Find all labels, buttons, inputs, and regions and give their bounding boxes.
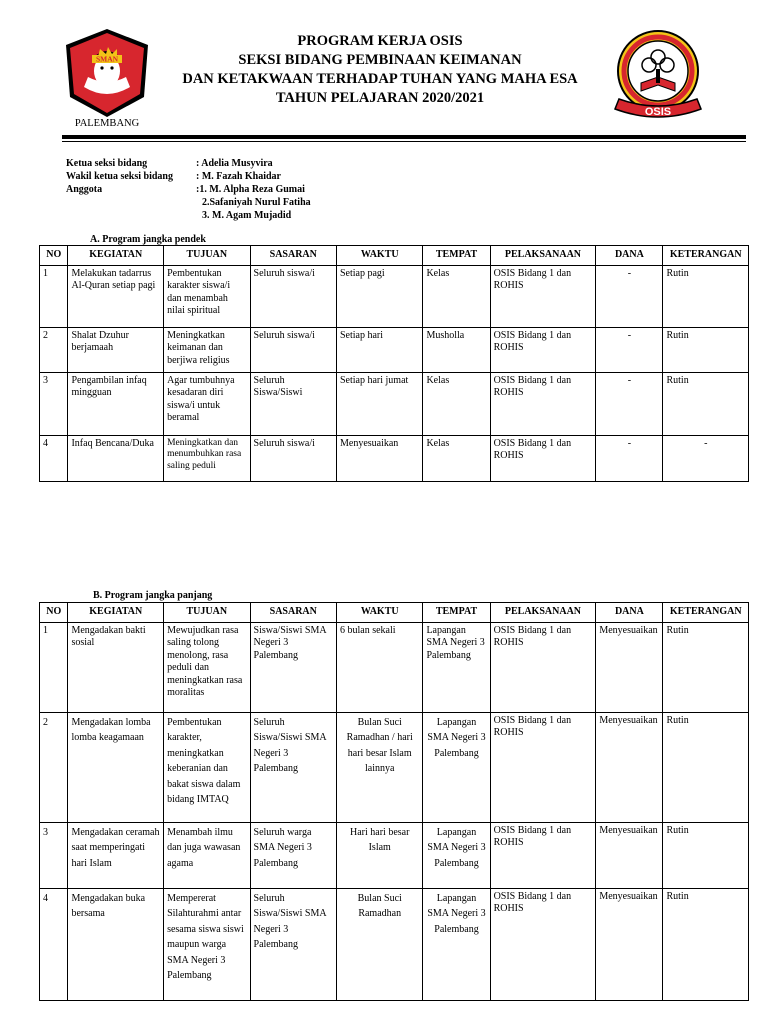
anggota-1: :1. M. Alpha Reza Gumai bbox=[196, 184, 305, 195]
school-logo bbox=[62, 27, 152, 119]
cell-pelaksanaan: OSIS Bidang 1 dan ROHIS bbox=[490, 822, 596, 888]
title-line-2: SEKSI BIDANG PEMBINAAN KEIMANAN bbox=[238, 52, 522, 68]
cell-sasaran: Seluruh siswa/i bbox=[250, 327, 336, 372]
cell-dana: Menyesuaikan bbox=[596, 888, 663, 1000]
cell-no: 4 bbox=[40, 888, 68, 1000]
col-no: NO bbox=[40, 246, 68, 266]
cell-keterangan: - bbox=[663, 435, 749, 481]
anggota-label: Anggota bbox=[66, 184, 103, 195]
col-dana: DANA bbox=[596, 246, 663, 266]
cell-tempat: Lapangan SMA Negeri 3 Palembang bbox=[423, 822, 490, 888]
col-waktu: WAKTU bbox=[336, 246, 422, 266]
header-rule-thin bbox=[62, 141, 746, 142]
cell-pelaksanaan: OSIS Bidang 1 dan ROHIS bbox=[490, 327, 596, 372]
cell-no: 1 bbox=[40, 622, 68, 712]
cell-dana: Menyesuaikan bbox=[596, 622, 663, 712]
cell-tujuan: Mewujudkan rasa saling tolong menolong, rasa peduli dan meningkatkan rasa moralitas bbox=[164, 622, 250, 712]
cell-keterangan: Rutin bbox=[663, 822, 749, 888]
col-keterangan: KETERANGAN bbox=[663, 246, 749, 266]
cell-keterangan: Rutin bbox=[663, 327, 749, 372]
cell-kegiatan: Mengadakan bakti sosial bbox=[68, 622, 164, 712]
wakil-label: Wakil ketua seksi bidang bbox=[66, 171, 173, 182]
short-term-table bbox=[39, 245, 749, 482]
osis-logo-text: OSIS bbox=[644, 106, 672, 118]
cell-waktu: Setiap hari jumat bbox=[336, 372, 422, 435]
cell-tujuan: Menambah ilmu dan juga wawasan agama bbox=[164, 822, 250, 888]
cell-waktu: 6 bulan sekali bbox=[336, 622, 422, 712]
cell-keterangan: Rutin bbox=[663, 372, 749, 435]
anggota-3: 3. M. Agam Mujadid bbox=[202, 210, 292, 221]
cell-no: 3 bbox=[40, 372, 68, 435]
cell-kegiatan: Mengadakan lomba lomba keagamaan bbox=[68, 712, 164, 822]
title-line-4: TAHUN PELAJARAN 2020/2021 bbox=[275, 90, 485, 106]
cell-kegiatan: Infaq Bencana/Duka bbox=[68, 435, 164, 481]
col-dana: DANA bbox=[596, 603, 663, 623]
title-line-1: PROGRAM KERJA OSIS bbox=[297, 33, 463, 49]
col-tujuan: TUJUAN bbox=[164, 603, 250, 623]
logo-text: SMAN bbox=[95, 54, 119, 64]
cell-no: 3 bbox=[40, 822, 68, 888]
col-sasaran: SASARAN bbox=[250, 246, 336, 266]
cell-tempat: Kelas bbox=[423, 435, 490, 481]
cell-pelaksanaan: OSIS Bidang 1 dan ROHIS bbox=[490, 888, 596, 1000]
cell-waktu: Setiap pagi bbox=[336, 265, 422, 327]
title-line-3: DAN KETAKWAAN TERHADAP TUHAN YANG MAHA ESA bbox=[182, 71, 578, 87]
cell-dana: Menyesuaikan bbox=[596, 712, 663, 822]
cell-no: 4 bbox=[40, 435, 68, 481]
table-row bbox=[40, 888, 749, 1000]
cell-waktu: Hari hari besar Islam bbox=[336, 822, 422, 888]
cell-sasaran: Seluruh Siswa/Siswi SMA Negeri 3 Palembang bbox=[250, 712, 336, 822]
section-a-title: A. Program jangka pendek bbox=[90, 234, 206, 245]
logo-caption: PALEMBANG bbox=[74, 118, 140, 129]
col-tempat: TEMPAT bbox=[423, 603, 490, 623]
cell-waktu: Bulan Suci Ramadhan / hari hari besar Islam lainnya bbox=[336, 712, 422, 822]
cell-no: 2 bbox=[40, 327, 68, 372]
col-tujuan: TUJUAN bbox=[164, 246, 250, 266]
header-rule bbox=[62, 135, 746, 139]
table-row bbox=[40, 712, 749, 822]
cell-keterangan: Rutin bbox=[663, 622, 749, 712]
cell-tempat: Kelas bbox=[423, 265, 490, 327]
table-row bbox=[40, 327, 749, 372]
cell-keterangan: Rutin bbox=[663, 888, 749, 1000]
cell-pelaksanaan: OSIS Bidang 1 dan ROHIS bbox=[490, 712, 596, 822]
cell-kegiatan: Mengadakan buka bersama bbox=[68, 888, 164, 1000]
cell-pelaksanaan: OSIS Bidang 1 dan ROHIS bbox=[490, 435, 596, 481]
osis-logo bbox=[609, 25, 707, 127]
ketua-label: Ketua seksi bidang bbox=[66, 158, 148, 169]
long-term-table bbox=[39, 602, 749, 1001]
cell-waktu: Setiap hari bbox=[336, 327, 422, 372]
col-pelaksanaan: PELAKSANAAN bbox=[490, 246, 596, 266]
cell-waktu: Bulan Suci Ramadhan bbox=[336, 888, 422, 1000]
table-row bbox=[40, 372, 749, 435]
table-header bbox=[40, 603, 749, 623]
cell-pelaksanaan: OSIS Bidang 1 dan ROHIS bbox=[490, 622, 596, 712]
cell-kegiatan: Mengadakan ceramah saat memperingati hari Islam bbox=[68, 822, 164, 888]
cell-pelaksanaan: OSIS Bidang 1 dan ROHIS bbox=[490, 265, 596, 327]
cell-sasaran: Siswa/Siswi SMA Negeri 3 Palembang bbox=[250, 622, 336, 712]
cell-sasaran: Seluruh Siswa/Siswi SMA Negeri 3 Palembang bbox=[250, 888, 336, 1000]
cell-pelaksanaan: OSIS Bidang 1 dan ROHIS bbox=[490, 372, 596, 435]
cell-dana: - bbox=[596, 327, 663, 372]
cell-tempat: Kelas bbox=[423, 372, 490, 435]
cell-keterangan: Rutin bbox=[663, 265, 749, 327]
anggota-2: 2.Safaniyah Nurul Fatiha bbox=[202, 197, 311, 208]
cell-sasaran: Seluruh siswa/i bbox=[250, 265, 336, 327]
cell-dana: Menyesuaikan bbox=[596, 822, 663, 888]
cell-tujuan: Mempererat Silahturahmi antar sesama siswa siswi maupun warga SMA Negeri 3 Palembang bbox=[164, 888, 250, 1000]
cell-tempat: Lapangan SMA Negeri 3 Palembang bbox=[423, 888, 490, 1000]
col-kegiatan: KEGIATAN bbox=[68, 246, 164, 266]
cell-tempat: Musholla bbox=[423, 327, 490, 372]
cell-keterangan: Rutin bbox=[663, 712, 749, 822]
col-kegiatan: KEGIATAN bbox=[68, 603, 164, 623]
ketua-value: : Adelia Musyvira bbox=[196, 158, 273, 169]
cell-kegiatan: Melakukan tadarrus Al-Quran setiap pagi bbox=[68, 265, 164, 327]
cell-dana: - bbox=[596, 372, 663, 435]
table-row bbox=[40, 265, 749, 327]
cell-dana: - bbox=[596, 435, 663, 481]
cell-tempat: Lapangan SMA Negeri 3 Palembang bbox=[423, 712, 490, 822]
cell-kegiatan: Pengambilan infaq mingguan bbox=[68, 372, 164, 435]
table-header bbox=[40, 246, 749, 266]
cell-no: 1 bbox=[40, 265, 68, 327]
col-waktu: WAKTU bbox=[336, 603, 422, 623]
cell-tujuan: Pembentukan karakter siswa/i dan menambah nilai spiritual bbox=[164, 265, 250, 327]
cell-kegiatan: Shalat Dzuhur berjamaah bbox=[68, 327, 164, 372]
section-b-title: B. Program jangka panjang bbox=[93, 590, 213, 601]
table-row bbox=[40, 622, 749, 712]
cell-tempat: Lapangan SMA Negeri 3 Palembang bbox=[423, 622, 490, 712]
cell-dana: - bbox=[596, 265, 663, 327]
document-title bbox=[150, 32, 610, 108]
col-no: NO bbox=[40, 603, 68, 623]
cell-sasaran: Seluruh warga SMA Negeri 3 Palembang bbox=[250, 822, 336, 888]
cell-sasaran: Seluruh Siswa/Siswi bbox=[250, 372, 336, 435]
col-tempat: TEMPAT bbox=[423, 246, 490, 266]
cell-tujuan: Agar tumbuhnya kesadaran diri siswa/i untuk beramal bbox=[164, 372, 250, 435]
col-pelaksanaan: PELAKSANAAN bbox=[490, 603, 596, 623]
col-sasaran: SASARAN bbox=[250, 603, 336, 623]
cell-no: 2 bbox=[40, 712, 68, 822]
table-row bbox=[40, 435, 749, 481]
cell-tujuan: Pembentukan karakter, meningkatkan keberanian dan bakat siswa dalam bidang IMTAQ bbox=[164, 712, 250, 822]
col-keterangan: KETERANGAN bbox=[663, 603, 749, 623]
cell-waktu: Menyesuaikan bbox=[336, 435, 422, 481]
wakil-value: : M. Fazah Khaidar bbox=[196, 171, 281, 182]
cell-tujuan: Meningkatkan dan menumbuhkan rasa saling peduli bbox=[164, 435, 250, 481]
cell-tujuan: Meningkatkan keimanan dan berjiwa religius bbox=[164, 327, 250, 372]
cell-sasaran: Seluruh siswa/i bbox=[250, 435, 336, 481]
table-row bbox=[40, 822, 749, 888]
